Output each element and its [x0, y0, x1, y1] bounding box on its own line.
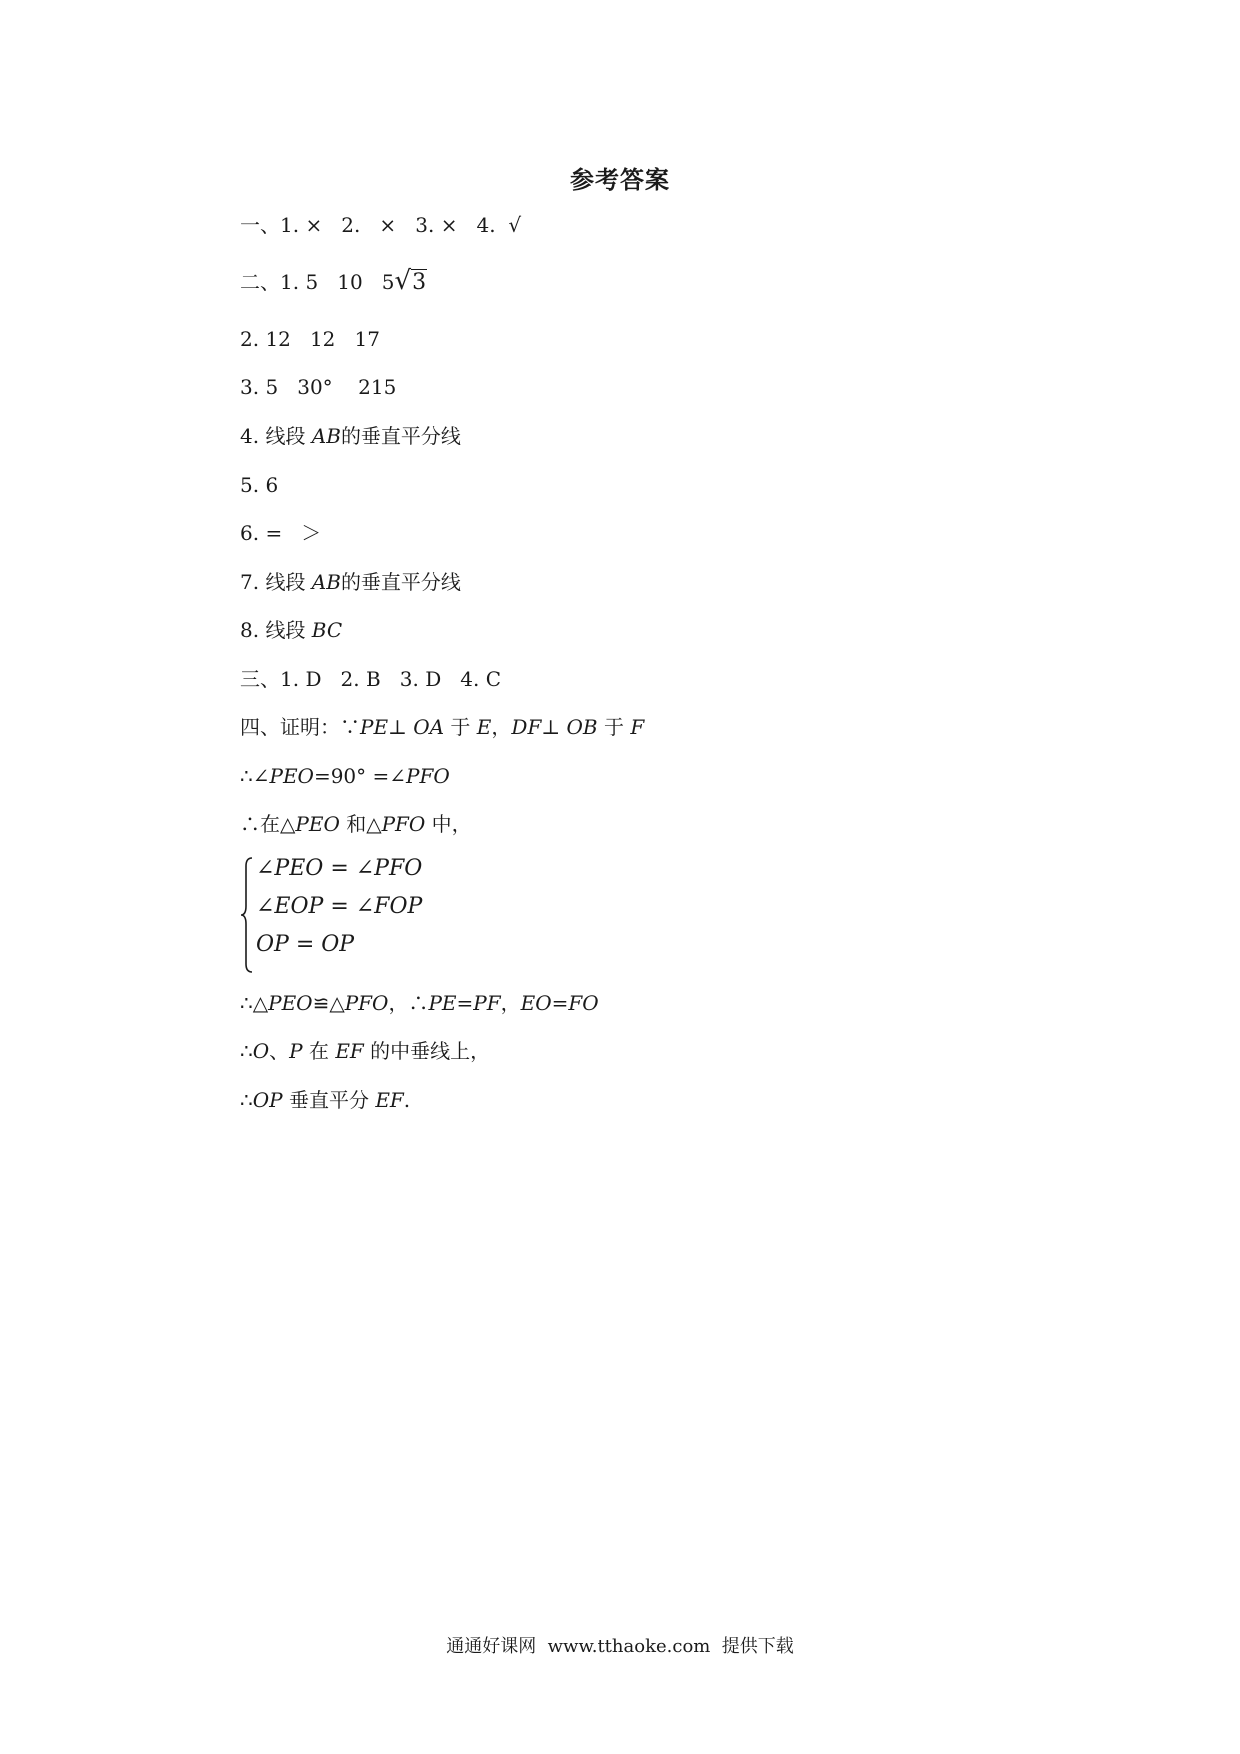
- section-2-item-1: [240, 268, 427, 296]
- perp-2: ⊥: [541, 715, 567, 739]
- proof-pe: PE: [360, 715, 389, 739]
- line-4-peo: PEO: [268, 991, 313, 1015]
- line-6-mid: 垂直平分: [282, 1088, 376, 1112]
- sqrt-expression: [394, 268, 427, 296]
- proof-line-6: [240, 1087, 410, 1113]
- system-row-2: ∠EOP = ∠FOP: [256, 894, 423, 919]
- line-6-op: OP: [252, 1088, 283, 1112]
- section-2-item-4: [240, 423, 461, 449]
- system-row-1: ∠PEO = ∠PFO: [256, 856, 423, 881]
- yu-2: 于: [597, 715, 631, 739]
- page-footer: 通通好课网 www.tthaoke.com 提供下载: [446, 1636, 794, 1657]
- line-2-mid: =90° =∠: [313, 764, 407, 788]
- section-3-answers: 三、1. D 2. B 3. D 4. C: [240, 667, 502, 691]
- proof-line-5: [240, 1038, 490, 1064]
- yu-1: 于: [444, 715, 477, 739]
- line-5-prefix: ∴: [240, 1039, 253, 1063]
- section-2-item-1-text: 二、1. 5 10 5: [240, 270, 395, 294]
- item-4-suffix: 的垂直平分线: [340, 424, 461, 448]
- line-3-and: 和△: [339, 812, 382, 836]
- line-4-comma: ，: [500, 991, 521, 1015]
- section-2-item-8: [240, 617, 342, 643]
- line-6-prefix: ∴: [240, 1088, 253, 1112]
- line-2-pfo: PFO: [406, 764, 450, 788]
- line-6-period: .: [403, 1088, 411, 1112]
- line-5-suffix: 的中垂线上，: [363, 1039, 491, 1063]
- perp-1: ⊥: [388, 715, 414, 739]
- proof-f: F: [630, 715, 645, 739]
- line-5-o: O: [252, 1039, 270, 1063]
- page-title: 参考答案: [570, 166, 670, 194]
- line-3-pfo: PFO: [381, 812, 426, 836]
- left-brace-icon: [240, 856, 254, 974]
- line-5-sep: 、: [269, 1039, 290, 1063]
- line-6-ef: EF: [375, 1088, 404, 1112]
- line-3-prefix: ∴在△: [240, 812, 296, 836]
- line-3-suffix: 中，: [425, 812, 472, 836]
- radical-sign: √: [394, 266, 412, 296]
- proof-df: DF: [511, 715, 542, 739]
- line-4-prefix: ∴△: [240, 991, 269, 1015]
- section-2-item-3: 3. 5 30° 215: [240, 375, 397, 399]
- section-2-item-2: 2. 12 12 17: [240, 327, 380, 351]
- line-4-pe-pf: PE=PF: [428, 991, 501, 1015]
- proof-line-2: [240, 763, 450, 789]
- line-4-pfo: PFO: [344, 991, 389, 1015]
- line-3-peo: PEO: [295, 812, 340, 836]
- sqrt-value: 3: [412, 270, 427, 295]
- line-2-prefix: ∴∠: [240, 764, 270, 788]
- item-8-prefix: 8. 线段: [240, 618, 312, 642]
- section-2-item-7: [240, 569, 461, 595]
- section-1-answers: 一、1. × 2. × 3. × 4. √: [240, 213, 522, 237]
- section-2-item-5: 5. 6: [240, 473, 279, 497]
- item-8-math: BC: [311, 618, 343, 642]
- system-row-3: OP = OP: [256, 932, 355, 957]
- proof-oa: OA: [413, 715, 445, 739]
- proof-e: E: [476, 715, 492, 739]
- line-5-at: 在: [302, 1039, 336, 1063]
- proof-line-3: [240, 811, 472, 837]
- item-7-prefix: 7. 线段: [240, 570, 312, 594]
- proof-intro: [240, 714, 644, 740]
- comma-1: ，: [491, 715, 512, 739]
- line-4-therefore: ，∴: [388, 991, 429, 1015]
- line-5-p: P: [289, 1039, 303, 1063]
- section-2-item-6: 6. = ＞: [240, 521, 322, 545]
- proof-intro-prefix: 四、证明：∵: [240, 715, 360, 739]
- equation-system: [240, 856, 500, 974]
- line-5-ef: EF: [335, 1039, 364, 1063]
- proof-line-4: [240, 990, 599, 1016]
- item-7-suffix: 的垂直平分线: [340, 570, 461, 594]
- item-4-math: AB: [311, 424, 341, 448]
- line-2-peo: PEO: [269, 764, 314, 788]
- line-4-eo-fo: EO=FO: [520, 991, 599, 1015]
- line-4-congruent: ≌△: [312, 991, 345, 1015]
- proof-ob: OB: [566, 715, 598, 739]
- item-4-prefix: 4. 线段: [240, 424, 312, 448]
- item-7-math: AB: [311, 570, 341, 594]
